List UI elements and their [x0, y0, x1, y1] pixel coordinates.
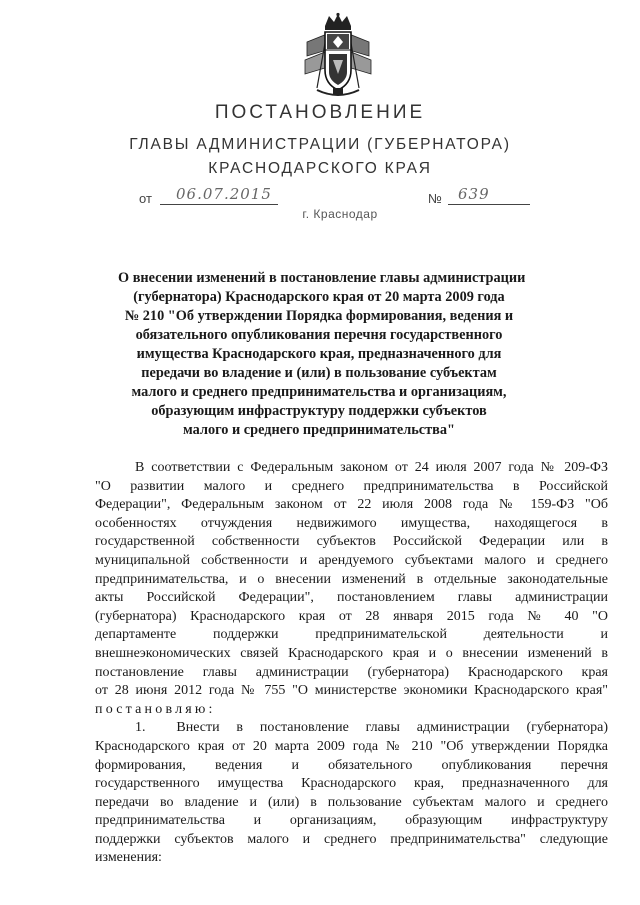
body-line: (губернатора) Краснодарского края от 28 января 2015 года № 40 "О: [95, 608, 608, 624]
document-body: [95, 459, 608, 868]
body-line: государственной собственности субъектов Российской Федерации или в: [95, 534, 608, 550]
body-line: постановление главы администрации (губернатора) Краснодарского края: [95, 664, 608, 680]
number-label: №: [428, 191, 442, 206]
date-label: от: [139, 191, 152, 206]
body-line: от 28 июня 2012 года № 755 "О министерстве экономики Краснодарского края": [95, 683, 608, 699]
body-line: Краснодарского края от 20 марта 2009 года № 210 "Об утверждении Порядка: [95, 738, 608, 754]
body-line: Федерации", Федеральным законом от 22 июля 2008 года № 159-ФЗ "Об: [95, 497, 608, 513]
krasnodar-coat-of-arms-icon: [303, 12, 373, 98]
body-line: "О развитии малого и среднего предпринимательства в Российской: [95, 478, 608, 494]
number-value: 639: [458, 185, 490, 203]
subject-line: малого и среднего предпринимательства": [183, 422, 455, 438]
body-line: формирования, ведения и обязательного опубликования перечня: [95, 757, 608, 773]
subject-line: передачи во владение и (или) в пользование субъектам: [141, 365, 497, 381]
body-line: государственного имущества Краснодарского края, предназначенного для: [95, 776, 608, 792]
body-line: предпринимательства, и о внесении изменений в отдельные законодательные: [95, 571, 608, 587]
body-line: акты Российской Федерации", постановлением главы администрации: [95, 590, 608, 606]
body-line: особенностях отчуждения недвижимого имущества, находящегося в: [95, 515, 608, 531]
subject-line: № 210 "Об утверждении Порядка формирования, ведения и: [124, 308, 514, 324]
subject-line: обязательного опубликования перечня государственного: [135, 327, 503, 343]
body-line: В соответствии с Федеральным законом от 24 июля 2007 года № 209-ФЗ: [135, 460, 608, 475]
subject-line: (губернатора) Краснодарского края от 20 марта 2009 года: [133, 289, 505, 305]
resolution-word: постановляю:: [95, 701, 216, 717]
body-line: муниципальной собственности и арендуемого субъектами малого и среднего: [95, 552, 608, 568]
issuer-line: ГЛАВЫ АДМИНИСТРАЦИИ (ГУБЕРНАТОРА): [129, 136, 511, 153]
date-underline: [160, 204, 278, 205]
subject-line: образующим инфраструктуру поддержки субъектов: [151, 403, 487, 419]
subject-line: имущества Краснодарского края, предназначенного для: [136, 346, 502, 362]
body-line: поддержки субъектов малого и среднего предпринимательства" следующие: [95, 831, 608, 847]
body-line: изменения:: [95, 850, 162, 866]
region-line: КРАСНОДАРСКОГО КРАЯ: [208, 160, 432, 177]
document-subject: [118, 269, 526, 440]
number-underline: [448, 204, 530, 205]
subject-line: малого и среднего предпринимательства и организациям,: [131, 384, 507, 400]
body-line: 1. Внести в постановление главы администрации (губернатора): [135, 720, 608, 736]
date-value: 06.07.2015: [176, 185, 272, 203]
body-line: передачи во владение и (или) в пользование субъектам малого и среднего: [95, 794, 608, 810]
city-label: г. Краснодар: [302, 207, 378, 221]
body-line: внешнеэкономических связей Краснодарского края и о внесении изменений в: [95, 645, 608, 661]
document-type-title: ПОСТАНОВЛЕНИЕ: [214, 102, 426, 123]
body-line: департаменте поддержки предпринимательской деятельности и: [95, 627, 608, 643]
body-line: предпринимательства и организациям, образующим инфраструктуру: [95, 813, 608, 829]
subject-line: О внесении изменений в постановление главы администрации: [118, 270, 526, 286]
